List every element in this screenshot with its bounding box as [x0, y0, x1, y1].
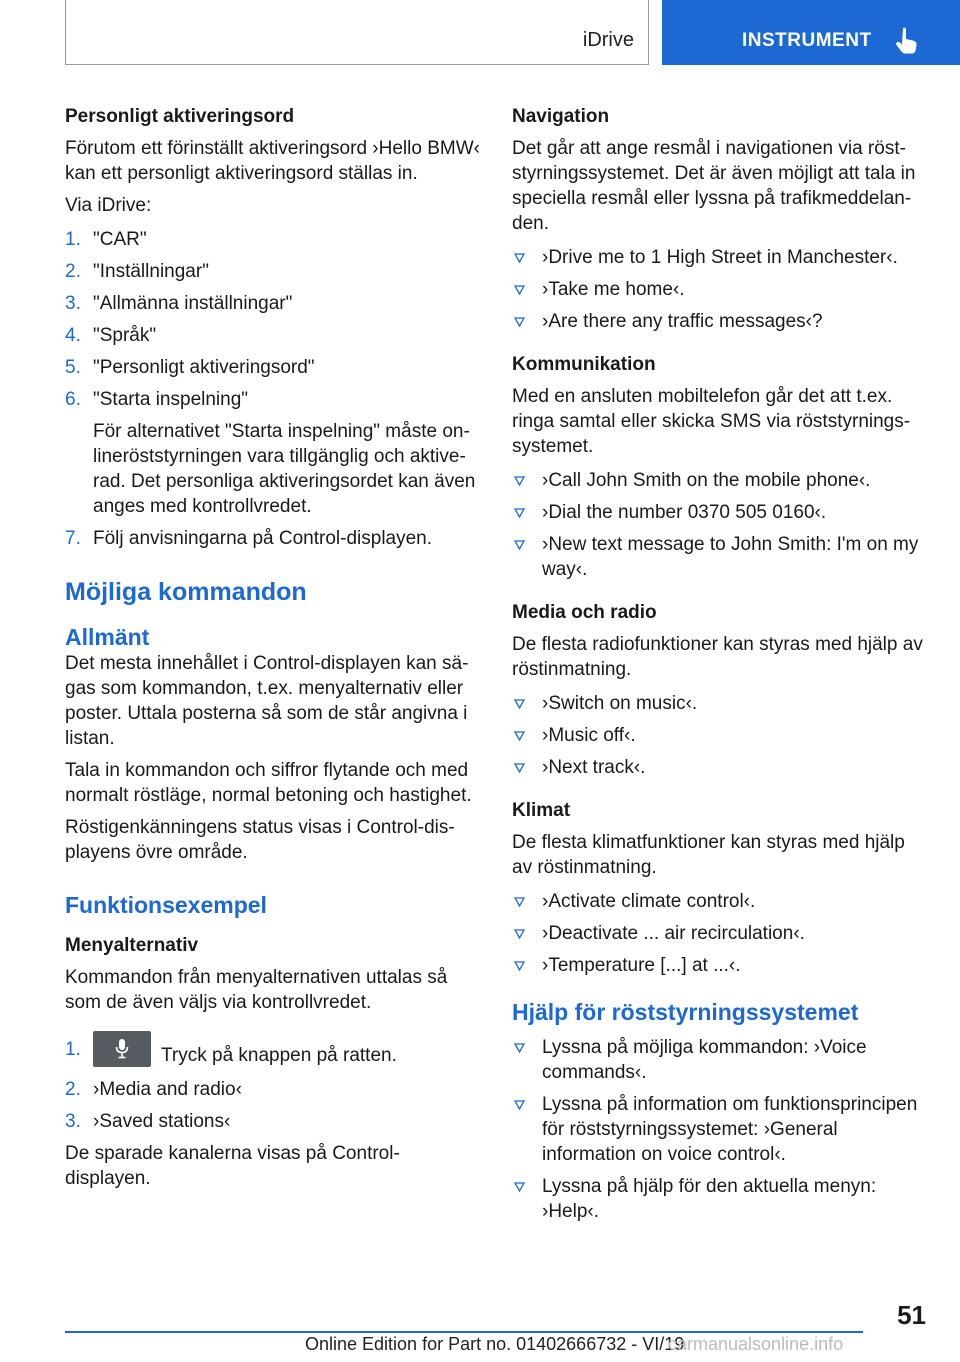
- step-text: "Språk": [93, 325, 157, 346]
- header-section-label: iDrive: [582, 29, 634, 51]
- command-text: ›Deactivate ... air recirculation‹.: [542, 923, 805, 944]
- heading-climate: Klimat: [512, 800, 571, 821]
- list-item: [512, 921, 926, 946]
- list-item: [512, 1035, 926, 1085]
- triangle-bullet-icon: [514, 539, 525, 550]
- step-number: 5.: [65, 357, 81, 378]
- list-item: [512, 755, 926, 780]
- step-text: "Inställningar": [93, 261, 209, 282]
- header-chapter-label: INSTRUMENT: [742, 30, 872, 51]
- step-text: Tryck på knappen på ratten.: [161, 1045, 397, 1066]
- triangle-bullet-icon: [514, 960, 525, 971]
- left-column: [65, 104, 485, 1191]
- menu-steps-list: [65, 1031, 485, 1134]
- communication-commands-list: [512, 468, 926, 582]
- step-number: 4.: [65, 325, 81, 346]
- footer-rule: [65, 1331, 863, 1333]
- step-text: Följ anvisningarna på Control-displayen.: [93, 528, 433, 549]
- command-text: ›Switch on music‹.: [542, 693, 698, 714]
- triangle-bullet-icon: [514, 507, 525, 518]
- microphone-icon: [114, 1038, 130, 1060]
- list-item: [512, 245, 926, 270]
- list-item: [512, 889, 926, 914]
- step-text: "CAR": [93, 229, 147, 250]
- list-item: [65, 1109, 485, 1134]
- step-number: 3.: [65, 293, 81, 314]
- list-item: [65, 291, 485, 316]
- heading-communication: Kommunikation: [512, 354, 656, 375]
- triangle-bullet-icon: [514, 475, 525, 486]
- command-text: ›New text message to John Smith: I'm on my way‹.: [542, 534, 919, 580]
- command-text: Lyssna på information om funktionsprincipen för röststyrningssystemet: ›General information on voice control‹.: [542, 1094, 918, 1165]
- navigation-commands-list: [512, 245, 926, 334]
- command-text: ›Music off‹.: [542, 725, 636, 746]
- watermark-text: carmanualsonline.info: [668, 1334, 844, 1354]
- paragraph-general-2: Tala in kommandon och siffror flytande och med normalt röstläge, normal betoning och hastighet.: [65, 760, 472, 806]
- triangle-bullet-icon: [514, 928, 525, 939]
- list-item: [512, 532, 926, 582]
- triangle-bullet-icon: [514, 316, 525, 327]
- paragraph-saved-stations: De sparade kanalerna visas på Control-displayen.: [65, 1143, 400, 1189]
- heading-navigation: Navigation: [512, 106, 610, 127]
- list-item: [512, 277, 926, 302]
- heading-menu-items: Menyalternativ: [65, 935, 199, 956]
- command-text: ›Temperature [...] at ...‹.: [542, 955, 741, 976]
- triangle-bullet-icon: [514, 896, 525, 907]
- step-text: "Personligt aktiveringsord": [93, 357, 315, 378]
- step-number: 7.: [65, 528, 81, 549]
- triangle-bullet-icon: [514, 698, 525, 709]
- step-number: 1.: [65, 229, 81, 250]
- step-number: 3.: [65, 1111, 81, 1132]
- heading-personal-wake-word: Personligt aktiveringsord: [65, 106, 295, 127]
- list-item: [65, 259, 485, 284]
- heading-possible-commands: Möjliga kommandon: [65, 578, 307, 606]
- paragraph-menu-items: Kommandon från menyalternativen uttalas så som de även väljs via kontrollvredet.: [65, 967, 448, 1013]
- step-note: För alternativet "Starta inspelning" måste on-lineröststyrningen vara tillgänglig och aktive-rad. Det personliga aktiveringsordet kan även anges med kontrollvredet.: [93, 421, 476, 517]
- list-item: [65, 1031, 485, 1068]
- voice-button[interactable]: [93, 1031, 151, 1067]
- triangle-bullet-icon: [514, 762, 525, 773]
- command-text: ›Activate climate control‹.: [542, 891, 756, 912]
- command-text: ›Are there any traffic messages‹?: [542, 311, 823, 332]
- command-text: Lyssna på möjliga kommandon: ›Voice commands‹.: [542, 1037, 867, 1083]
- list-item: [512, 691, 926, 716]
- list-item: [512, 500, 926, 525]
- climate-commands-list: [512, 889, 926, 978]
- list-item: [65, 1077, 485, 1102]
- triangle-bullet-icon: [514, 1181, 525, 1192]
- list-item: [512, 1092, 926, 1167]
- command-text: ›Call John Smith on the mobile phone‹.: [542, 470, 871, 491]
- hand-pointer-icon: [894, 26, 920, 54]
- command-text: ›Dial the number 0370 505 0160‹.: [542, 502, 827, 523]
- step-number: 1.: [65, 1039, 81, 1060]
- footer-edition: Online Edition for Part no. 01402666732 - VI/19: [305, 1334, 685, 1354]
- help-commands-list: [512, 1035, 926, 1224]
- step-text: "Allmänna inställningar": [93, 293, 293, 314]
- paragraph-personal-wake-word: Förutom ett förinställt aktiveringsord ›Hello BMW‹ kan ett personligt aktiveringsord ställas in.: [65, 138, 480, 184]
- list-item: [65, 526, 485, 551]
- paragraph-via-idrive: Via iDrive:: [65, 195, 152, 216]
- heading-voice-help: Hjälp för röststyrningssystemet: [512, 999, 859, 1025]
- command-text: Lyssna på hjälp för den aktuella menyn: ›Help‹.: [542, 1176, 877, 1222]
- heading-media-radio: Media och radio: [512, 602, 657, 623]
- triangle-bullet-icon: [514, 252, 525, 263]
- step-text: "Starta inspelning": [93, 389, 249, 410]
- page-number: 51: [897, 1300, 926, 1330]
- list-item: [65, 227, 485, 252]
- triangle-bullet-icon: [514, 1042, 525, 1053]
- command-text: ›Next track‹.: [542, 757, 646, 778]
- paragraph-general-3: Röstigenkänningens status visas i Control-dis-playens övre område.: [65, 817, 455, 863]
- triangle-bullet-icon: [514, 730, 525, 741]
- step-number: 2.: [65, 1079, 81, 1100]
- heading-general: Allmänt: [65, 624, 150, 650]
- step-text: ›Media and radio‹: [93, 1079, 242, 1100]
- paragraph-navigation: Det går att ange resmål i navigationen via röst-styrningssystemet. Det är även möjligt att tala in speciella resmål eller lyssna på trafikmeddelan-den.: [512, 138, 916, 234]
- list-item: [65, 355, 485, 380]
- media-commands-list: [512, 691, 926, 780]
- triangle-bullet-icon: [514, 284, 525, 295]
- heading-function-examples: Funktionsexempel: [65, 892, 267, 918]
- step-number: 6.: [65, 389, 81, 410]
- paragraph-climate: De flesta klimatfunktioner kan styras med hjälp av röstinmatning.: [512, 832, 905, 878]
- paragraph-general-1: Det mesta innehållet i Control-displayen kan sä-gas som kommandon, t.ex. menyalternativ eller poster. Uttala posterna så som de står angivna i listan.: [65, 653, 469, 749]
- list-item: [512, 309, 926, 334]
- header-chapter-tab[interactable]: [662, 0, 960, 65]
- steps-list: [65, 227, 485, 551]
- list-item: [512, 953, 926, 978]
- step-text: ›Saved stations‹: [93, 1111, 231, 1132]
- step-number: 2.: [65, 261, 81, 282]
- command-text: ›Drive me to 1 High Street in Manchester‹.: [542, 247, 898, 268]
- list-item: [512, 723, 926, 748]
- command-text: ›Take me home‹.: [542, 279, 685, 300]
- paragraph-media-radio: De flesta radiofunktioner kan styras med hjälp av röstinmatning.: [512, 634, 923, 680]
- triangle-bullet-icon: [514, 1099, 525, 1110]
- list-item: [512, 1174, 926, 1224]
- right-column: [512, 104, 926, 1231]
- header-section-box: [65, 0, 649, 65]
- list-item: [65, 323, 485, 348]
- list-item: [512, 468, 926, 493]
- list-item: [65, 387, 485, 519]
- paragraph-communication: Med en ansluten mobiltelefon går det att t.ex. ringa samtal eller skicka SMS via röststyrnings-systemet.: [512, 386, 911, 457]
